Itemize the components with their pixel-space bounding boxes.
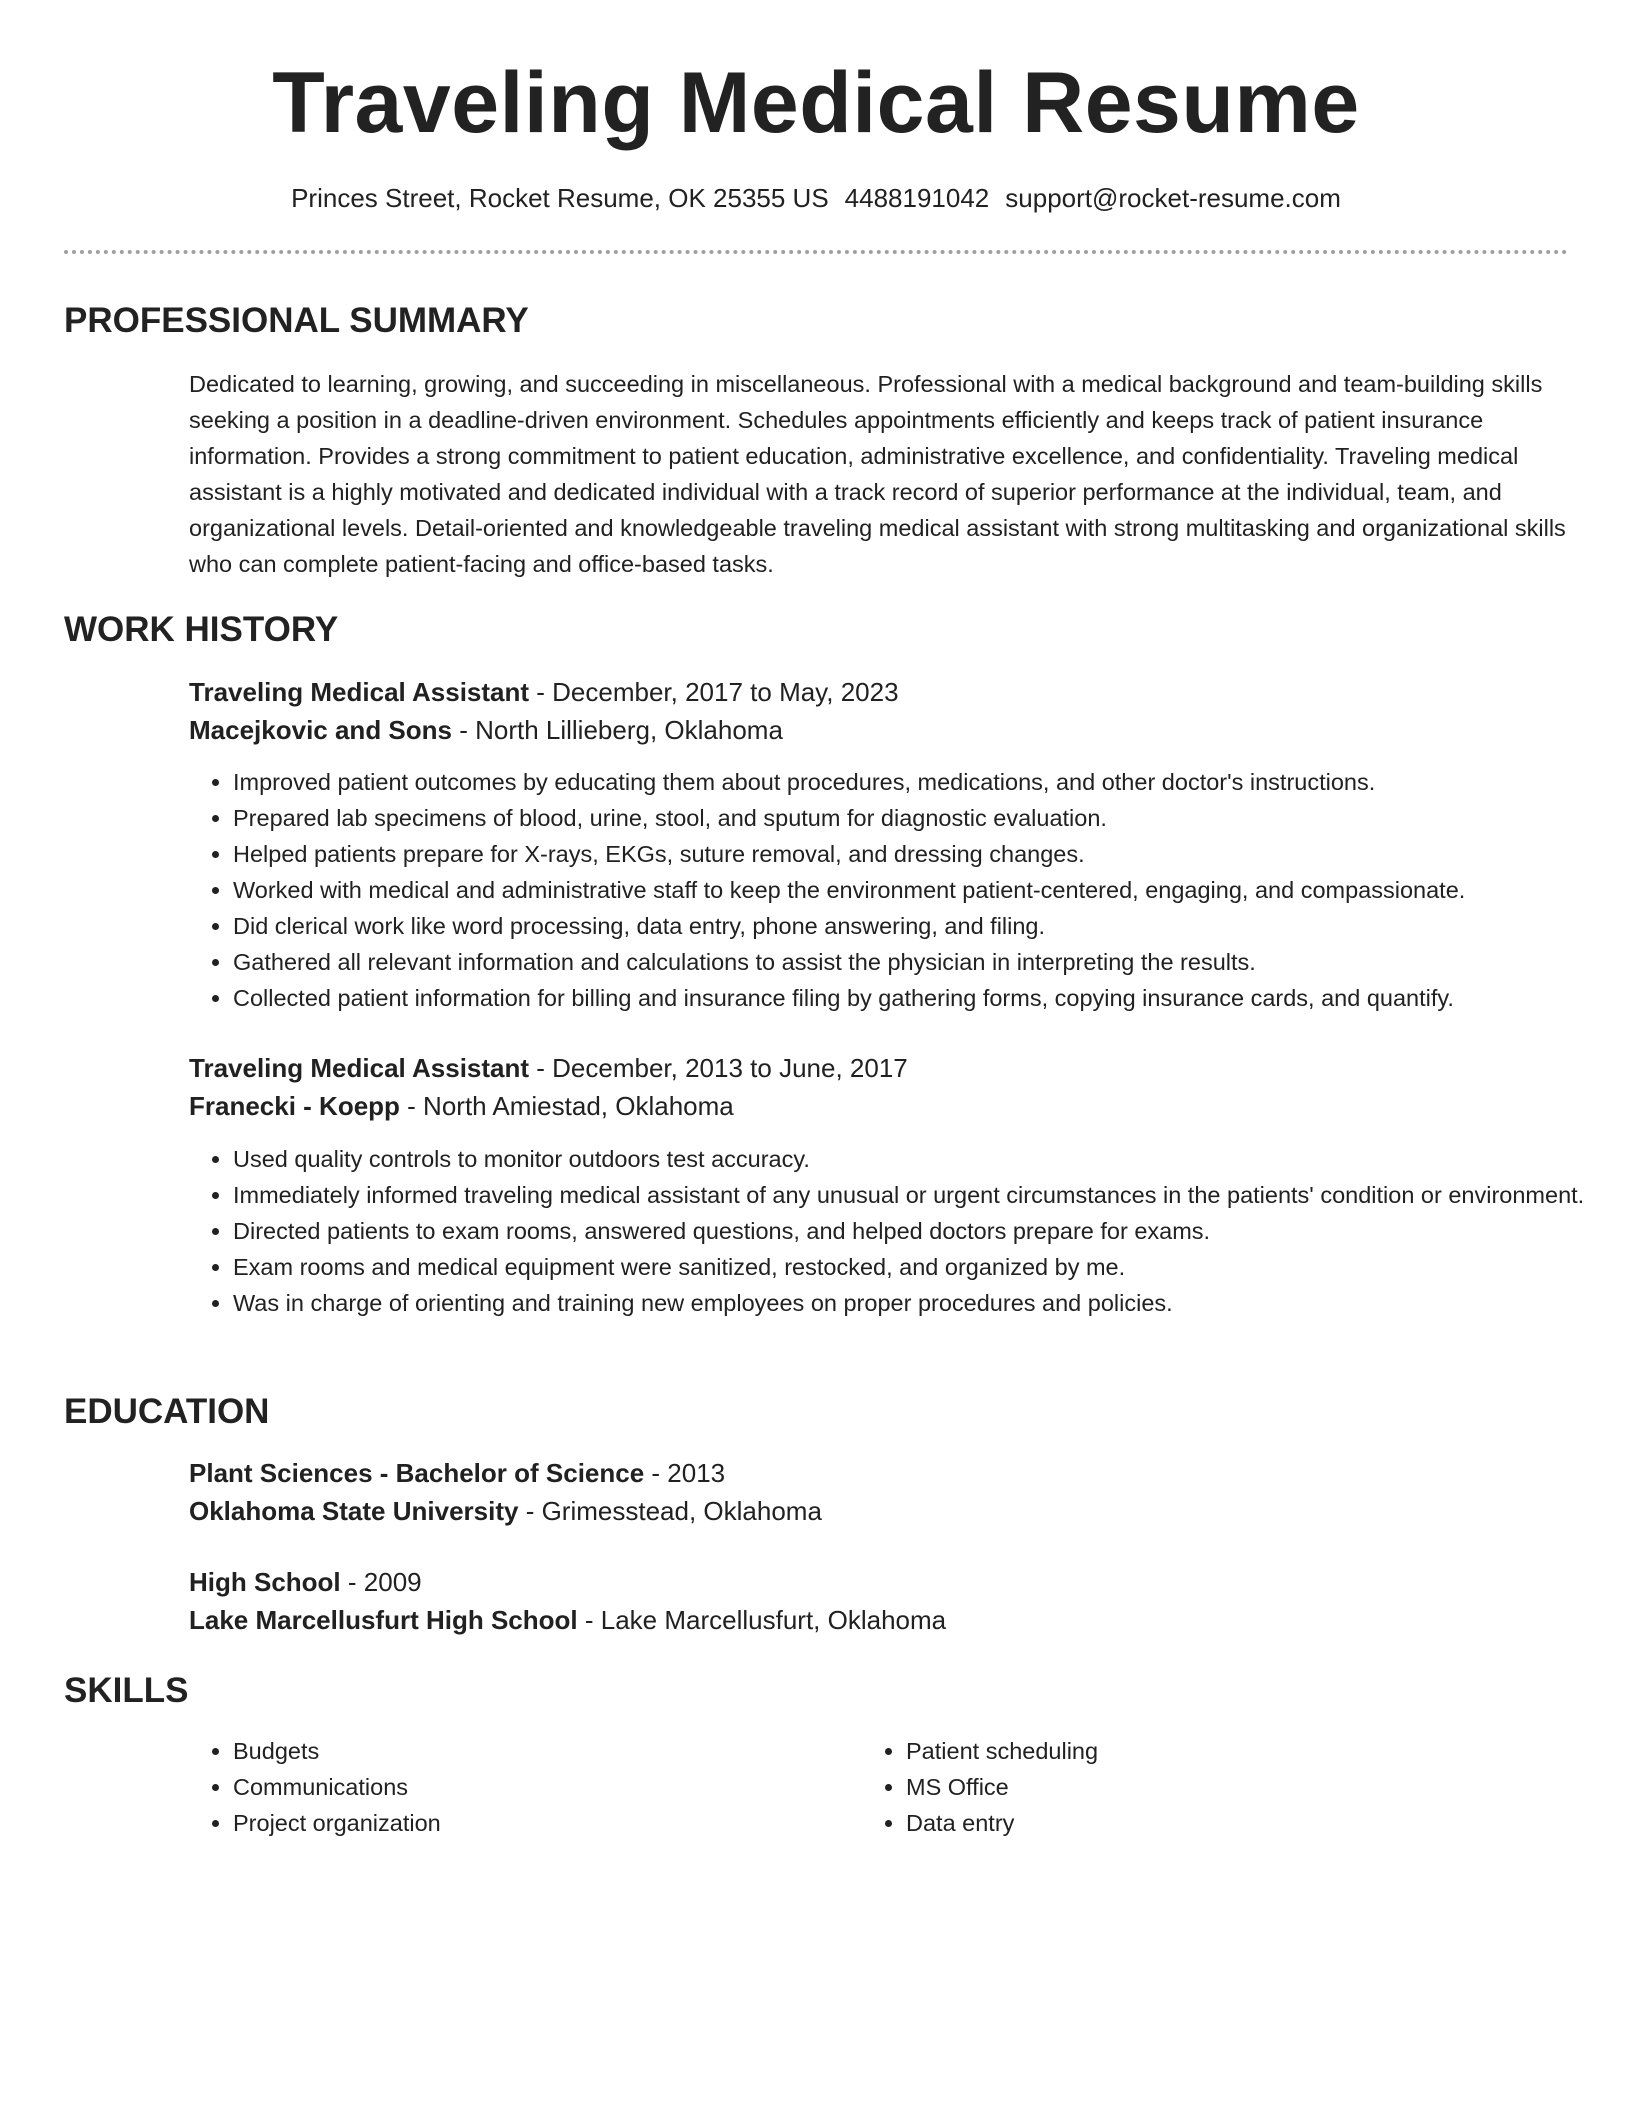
school-line [189, 1601, 1569, 1639]
skill-item: • Project organization [233, 1805, 789, 1841]
school: Lake Marcellusfurt High School [189, 1605, 578, 1635]
job-dates: - December, 2017 to May, 2023 [529, 677, 899, 707]
degree: High School [189, 1567, 341, 1597]
job-title: Traveling Medical Assistant [189, 677, 530, 707]
skill-item: • Patient scheduling [906, 1733, 1462, 1769]
skill-item: • Data entry [906, 1805, 1462, 1841]
job-company-line [189, 1087, 1569, 1125]
job-title-line [189, 1049, 1569, 1087]
list-item: • Helped patients prepare for X-rays, EKGs, suture removal, and dressing changes. [233, 836, 1623, 872]
skills-list-left [189, 1733, 789, 1841]
skills-list-right [862, 1733, 1462, 1841]
contact-address: Princes Street, Rocket Resume, OK 25355 US [291, 183, 829, 213]
degree-year: - 2013 [644, 1458, 726, 1488]
list-item: • Did clerical work like word processing, data entry, phone answering, and filing. [233, 908, 1623, 944]
list-item: • Gathered all relevant information and calculations to assist the physician in interpreting the results. [233, 944, 1623, 980]
job-2-bullets [189, 1141, 1623, 1321]
resume-title: Traveling Medical Resume [272, 55, 1360, 151]
job-title: Traveling Medical Assistant [189, 1053, 530, 1083]
skill-item: • MS Office [906, 1769, 1462, 1805]
job-company-line [189, 711, 1569, 749]
work-history-heading: WORK HISTORY [64, 610, 339, 649]
degree-year: - 2009 [340, 1567, 422, 1597]
skills-column-right [862, 1733, 1462, 1841]
education-heading: EDUCATION [64, 1392, 270, 1431]
list-item: • Exam rooms and medical equipment were sanitized, restocked, and organized by me. [233, 1249, 1623, 1285]
contact-email[interactable]: support@rocket-resume.com [1005, 183, 1341, 213]
list-item: • Immediately informed traveling medical assistant of any unusual or urgent circumstances in the patients' condition or environment. [233, 1177, 1623, 1213]
list-item: • Collected patient information for billing and insurance filing by gathering forms, copying insurance cards, and quantify. [233, 980, 1623, 1016]
degree-line [189, 1454, 1569, 1492]
job-1-bullets [189, 764, 1623, 1016]
school-location: - Grimesstead, Oklahoma [518, 1496, 822, 1526]
education-entry-2 [189, 1563, 1569, 1639]
list-item: • Used quality controls to monitor outdoors test accuracy. [233, 1141, 1623, 1177]
skills-heading: SKILLS [64, 1671, 189, 1710]
summary-text: Dedicated to learning, growing, and succeeding in miscellaneous. Professional with a medical background and team-building skills seeking a position in a deadline-driven environment. Schedules appointments efficiently and keeps track of patient insurance information. Provides a strong commitment to patient education, administrative excellence, and confidentiality. Traveling medical assistant is a highly motivated and dedicated individual with a track record of superior performance at the individual, team, and organizational levels. Detail-oriented and knowledgeable traveling medical assistant with strong multitasking and organizational skills who can complete patient-facing and office-based tasks. [189, 371, 1566, 577]
job-entry-1 [189, 673, 1569, 749]
degree: Plant Sciences - Bachelor of Science [189, 1458, 645, 1488]
job-entry-2 [189, 1049, 1569, 1125]
summary-block [189, 366, 1569, 582]
job-company: Macejkovic and Sons [189, 715, 452, 745]
school: Oklahoma State University [189, 1496, 519, 1526]
school-line [189, 1492, 1569, 1530]
job-title-line [189, 673, 1569, 711]
job-location: - North Amiestad, Oklahoma [399, 1091, 734, 1121]
header-divider [64, 250, 1568, 254]
education-entry-1 [189, 1454, 1569, 1530]
list-item: • Prepared lab specimens of blood, urine, stool, and sputum for diagnostic evaluation. [233, 800, 1623, 836]
list-item: • Improved patient outcomes by educating them about procedures, medications, and other doctor's instructions. [233, 764, 1623, 800]
job-location: - North Lillieberg, Oklahoma [451, 715, 783, 745]
skill-item: • Communications [233, 1769, 789, 1805]
contact-phone: 4488191042 [844, 183, 990, 213]
skill-item: • Budgets [233, 1733, 789, 1769]
summary-heading: PROFESSIONAL SUMMARY [64, 301, 529, 340]
skills-column-left [189, 1733, 789, 1841]
contact-line [0, 180, 1632, 216]
school-location: - Lake Marcellusfurt, Oklahoma [577, 1605, 947, 1635]
list-item: • Directed patients to exam rooms, answered questions, and helped doctors prepare for exams. [233, 1213, 1623, 1249]
list-item: • Was in charge of orienting and training new employees on proper procedures and policies. [233, 1285, 1623, 1321]
job-company: Franecki - Koepp [189, 1091, 400, 1121]
degree-line [189, 1563, 1569, 1601]
list-item: • Worked with medical and administrative staff to keep the environment patient-centered, engaging, and compassionate. [233, 872, 1623, 908]
job-dates: - December, 2013 to June, 2017 [529, 1053, 908, 1083]
